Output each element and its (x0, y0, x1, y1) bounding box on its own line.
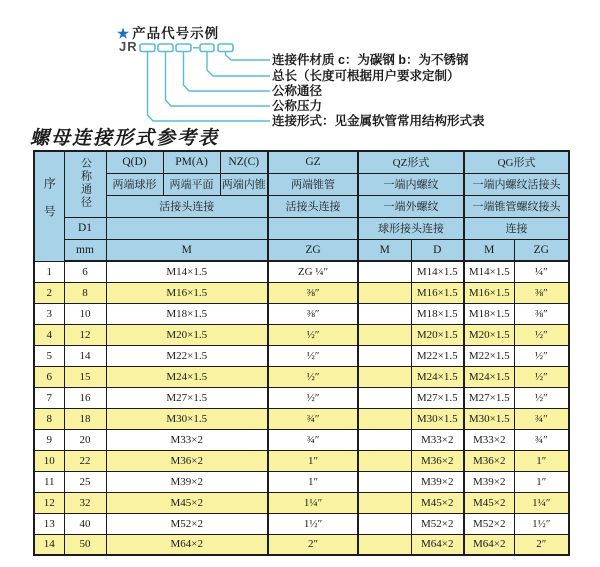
header-zg-thread: ZG (268, 239, 358, 261)
cell-seq: 14 (34, 534, 64, 555)
cell-qz-d: M39×2 (411, 471, 464, 492)
cell-m-thread: M36×2 (106, 450, 268, 471)
label-connection: 连接形式：见金属软管常用结构形式表 (272, 114, 485, 128)
cell-qg-m: M20×1.5 (464, 324, 514, 345)
cell-qz-d: M14×1.5 (411, 261, 464, 282)
cell-qz-d: M52×2 (411, 513, 464, 534)
star-icon: ★ (117, 26, 131, 41)
cell-gz-thread: 1½″ (268, 513, 358, 534)
header-qz-d: D (411, 239, 464, 261)
header-qz-desc1: 一端内螺纹 (358, 173, 464, 195)
cell-seq: 7 (34, 387, 64, 408)
cell-seq: 1 (34, 261, 64, 282)
header-qg-desc2: 一端锥管螺纹接头 (464, 195, 569, 217)
cell-qz-m (358, 450, 411, 471)
cell-mm: 18 (64, 408, 106, 429)
table-row (34, 324, 569, 345)
cell-qg-zg: ¾″ (514, 408, 569, 429)
header-mm: mm (64, 239, 106, 261)
table-row (34, 471, 569, 492)
table-row (34, 366, 569, 387)
cell-qz-m (358, 387, 411, 408)
cell-seq: 3 (34, 303, 64, 324)
header-d1: D1 (64, 217, 106, 239)
cell-qg-m: M18×1.5 (464, 303, 514, 324)
cell-seq: 2 (34, 282, 64, 303)
cell-qz-d: M45×2 (411, 492, 464, 513)
cell-m-thread: M30×1.5 (106, 408, 268, 429)
cell-qg-m: M16×1.5 (464, 282, 514, 303)
cell-qz-m (358, 303, 411, 324)
cell-gz-thread: ZG ¼″ (268, 261, 358, 282)
cell-m-thread: M22×1.5 (106, 345, 268, 366)
cell-m-thread: M20×1.5 (106, 324, 268, 345)
cell-gz-thread: ⅜″ (268, 282, 358, 303)
cell-qz-d: M24×1.5 (411, 366, 464, 387)
cell-qz-d: M27×1.5 (411, 387, 464, 408)
header-qg-m: M (464, 239, 514, 261)
table-title: 螺母连接形式参考表 (30, 128, 220, 149)
cell-qg-m: M36×2 (464, 450, 514, 471)
code-box-2 (158, 44, 173, 52)
cell-mm: 8 (64, 282, 106, 303)
code-box-4 (200, 44, 214, 52)
header-qz-m: M (358, 239, 411, 261)
cell-qg-zg: ⅜″ (514, 282, 569, 303)
cell-mm: 12 (64, 324, 106, 345)
code-box-1 (140, 44, 155, 52)
cell-qz-m (358, 324, 411, 345)
cell-gz-thread: ⅜″ (268, 303, 358, 324)
cell-qg-m: M24×1.5 (464, 366, 514, 387)
cell-gz-thread: 1″ (268, 471, 358, 492)
cell-seq: 6 (34, 366, 64, 387)
cell-m-thread: M18×1.5 (106, 303, 268, 324)
cell-m-thread: M45×2 (106, 492, 268, 513)
cell-mm: 32 (64, 492, 106, 513)
cell-qz-m (358, 534, 411, 555)
header-q-desc: 两端球形 (106, 173, 163, 195)
cell-qg-zg: 2″ (514, 534, 569, 555)
cell-mm: 14 (64, 345, 106, 366)
cell-seq: 11 (34, 471, 64, 492)
cell-mm: 15 (64, 366, 106, 387)
table-row (34, 282, 569, 303)
table-row (34, 429, 569, 450)
cell-qg-zg: 1″ (514, 471, 569, 492)
cell-qz-d: M20×1.5 (411, 324, 464, 345)
cell-qz-m (358, 282, 411, 303)
table-row (34, 303, 569, 324)
cell-qg-m: M27×1.5 (464, 387, 514, 408)
cell-qz-m (358, 345, 411, 366)
cell-qz-m (358, 513, 411, 534)
header-nominal-diameter: 公称通径 (64, 151, 106, 217)
table-row (34, 513, 569, 534)
cell-m-thread: M16×1.5 (106, 282, 268, 303)
cell-seq: 10 (34, 450, 64, 471)
label-pressure: 公称压力 (272, 99, 323, 113)
label-material: 连接件材质 c：为碳钢 b：为不锈钢 (272, 53, 469, 67)
cell-m-thread: M27×1.5 (106, 387, 268, 408)
table-body (34, 261, 569, 555)
header-qz-desc3: 球形接头连接 (358, 217, 464, 239)
header-pm-code: PM(A) (163, 151, 220, 173)
cell-seq: 8 (34, 408, 64, 429)
table-row (34, 408, 569, 429)
cell-qz-d: M22×1.5 (411, 345, 464, 366)
cell-gz-thread: ¾″ (268, 408, 358, 429)
cell-gz-thread: ½″ (268, 324, 358, 345)
cell-gz-thread: ¾″ (268, 429, 358, 450)
cell-m-thread: M14×1.5 (106, 261, 268, 282)
cell-m-thread: M24×1.5 (106, 366, 268, 387)
table-row (34, 261, 569, 282)
header-q-code: Q(D) (106, 151, 163, 173)
header-qg-zg: ZG (514, 239, 569, 261)
label-length: 总长（长度可根据用户要求定制） (272, 69, 460, 83)
cell-qg-m: M45×2 (464, 492, 514, 513)
header-seq: 序号 (34, 151, 64, 261)
cell-qz-d: M33×2 (411, 429, 464, 450)
cell-qg-m: M39×2 (464, 471, 514, 492)
cell-qg-zg: ½″ (514, 345, 569, 366)
cell-mm: 22 (64, 450, 106, 471)
header-nz-desc: 两端内锥 (220, 173, 268, 195)
cell-qg-zg: ½″ (514, 387, 569, 408)
table-header (34, 151, 569, 261)
cell-gz-thread: 2″ (268, 534, 358, 555)
cell-mm: 50 (64, 534, 106, 555)
header-union-connection: 活接头连接 (106, 195, 268, 217)
cell-qg-zg: ⅜″ (514, 303, 569, 324)
table-row (34, 345, 569, 366)
cell-qg-zg: ½″ (514, 366, 569, 387)
leader-line-diameter (184, 52, 271, 91)
cell-m-thread: M64×2 (106, 534, 268, 555)
cell-mm: 40 (64, 513, 106, 534)
diagram-title-text: 产品代号示例 (132, 26, 220, 41)
cell-seq: 5 (34, 345, 64, 366)
table-row (34, 450, 569, 471)
cell-m-thread: M52×2 (106, 513, 268, 534)
cell-mm: 16 (64, 387, 106, 408)
header-gz-desc: 两端锥管 (268, 173, 358, 195)
cell-qz-m (358, 408, 411, 429)
nut-connection-reference-table (33, 150, 570, 556)
cell-gz-thread: 1″ (268, 450, 358, 471)
table-row (34, 534, 569, 555)
cell-qg-zg: 1½″ (514, 513, 569, 534)
header-empty-gz (268, 217, 358, 239)
cell-qz-m (358, 366, 411, 387)
header-gz-union: 活接头连接 (268, 195, 358, 217)
cell-gz-thread: ½″ (268, 345, 358, 366)
cell-qg-zg: ¾″ (514, 429, 569, 450)
table-row (34, 492, 569, 513)
header-qz-code: QZ形式 (358, 151, 464, 173)
cell-m-thread: M33×2 (106, 429, 268, 450)
cell-qz-d: M36×2 (411, 450, 464, 471)
table-row (34, 387, 569, 408)
cell-qz-m (358, 492, 411, 513)
cell-qg-zg: ½″ (514, 324, 569, 345)
cell-mm: 25 (64, 471, 106, 492)
header-pm-desc: 两端平面 (163, 173, 220, 195)
cell-qg-m: M14×1.5 (464, 261, 514, 282)
cell-mm: 6 (64, 261, 106, 282)
cell-m-thread: M39×2 (106, 471, 268, 492)
cell-gz-thread: ½″ (268, 366, 358, 387)
cell-qz-m (358, 429, 411, 450)
cell-qz-d: M18×1.5 (411, 303, 464, 324)
cell-qg-m: M30×1.5 (464, 408, 514, 429)
cell-seq: 9 (34, 429, 64, 450)
code-box-3 (176, 44, 191, 52)
cell-qz-d: M30×1.5 (411, 408, 464, 429)
cell-qg-zg: 1″ (514, 450, 569, 471)
code-box-5 (218, 44, 233, 52)
header-gz-code: GZ (268, 151, 358, 173)
cell-seq: 4 (34, 324, 64, 345)
label-diameter: 公称通径 (272, 84, 323, 98)
cell-mm: 10 (64, 303, 106, 324)
cell-seq: 13 (34, 513, 64, 534)
cell-qz-d: M16×1.5 (411, 282, 464, 303)
header-qg-code: QG形式 (464, 151, 569, 173)
cell-qg-m: M64×2 (464, 534, 514, 555)
leader-line-length (207, 52, 270, 76)
cell-seq: 12 (34, 492, 64, 513)
cell-mm: 20 (64, 429, 106, 450)
code-prefix: JR (119, 39, 138, 54)
header-qg-desc1: 一端内螺纹活接头 (464, 173, 569, 195)
cell-qg-zg: ¼″ (514, 261, 569, 282)
cell-qg-m: M33×2 (464, 429, 514, 450)
header-m-thread: M (106, 239, 268, 261)
cell-gz-thread: ½″ (268, 387, 358, 408)
cell-gz-thread: 1¼″ (268, 492, 358, 513)
leader-line-material (226, 52, 271, 60)
header-qg-desc3: 连接 (464, 217, 569, 239)
cell-qg-m: M22×1.5 (464, 345, 514, 366)
header-qz-desc2: 一端外螺纹 (358, 195, 464, 217)
header-nz-code: NZ(C) (220, 151, 268, 173)
cell-qz-m (358, 261, 411, 282)
header-empty-left (106, 217, 268, 239)
cell-qz-m (358, 471, 411, 492)
cell-qz-d: M64×2 (411, 534, 464, 555)
cell-qg-zg: 1¼″ (514, 492, 569, 513)
cell-qg-m: M52×2 (464, 513, 514, 534)
